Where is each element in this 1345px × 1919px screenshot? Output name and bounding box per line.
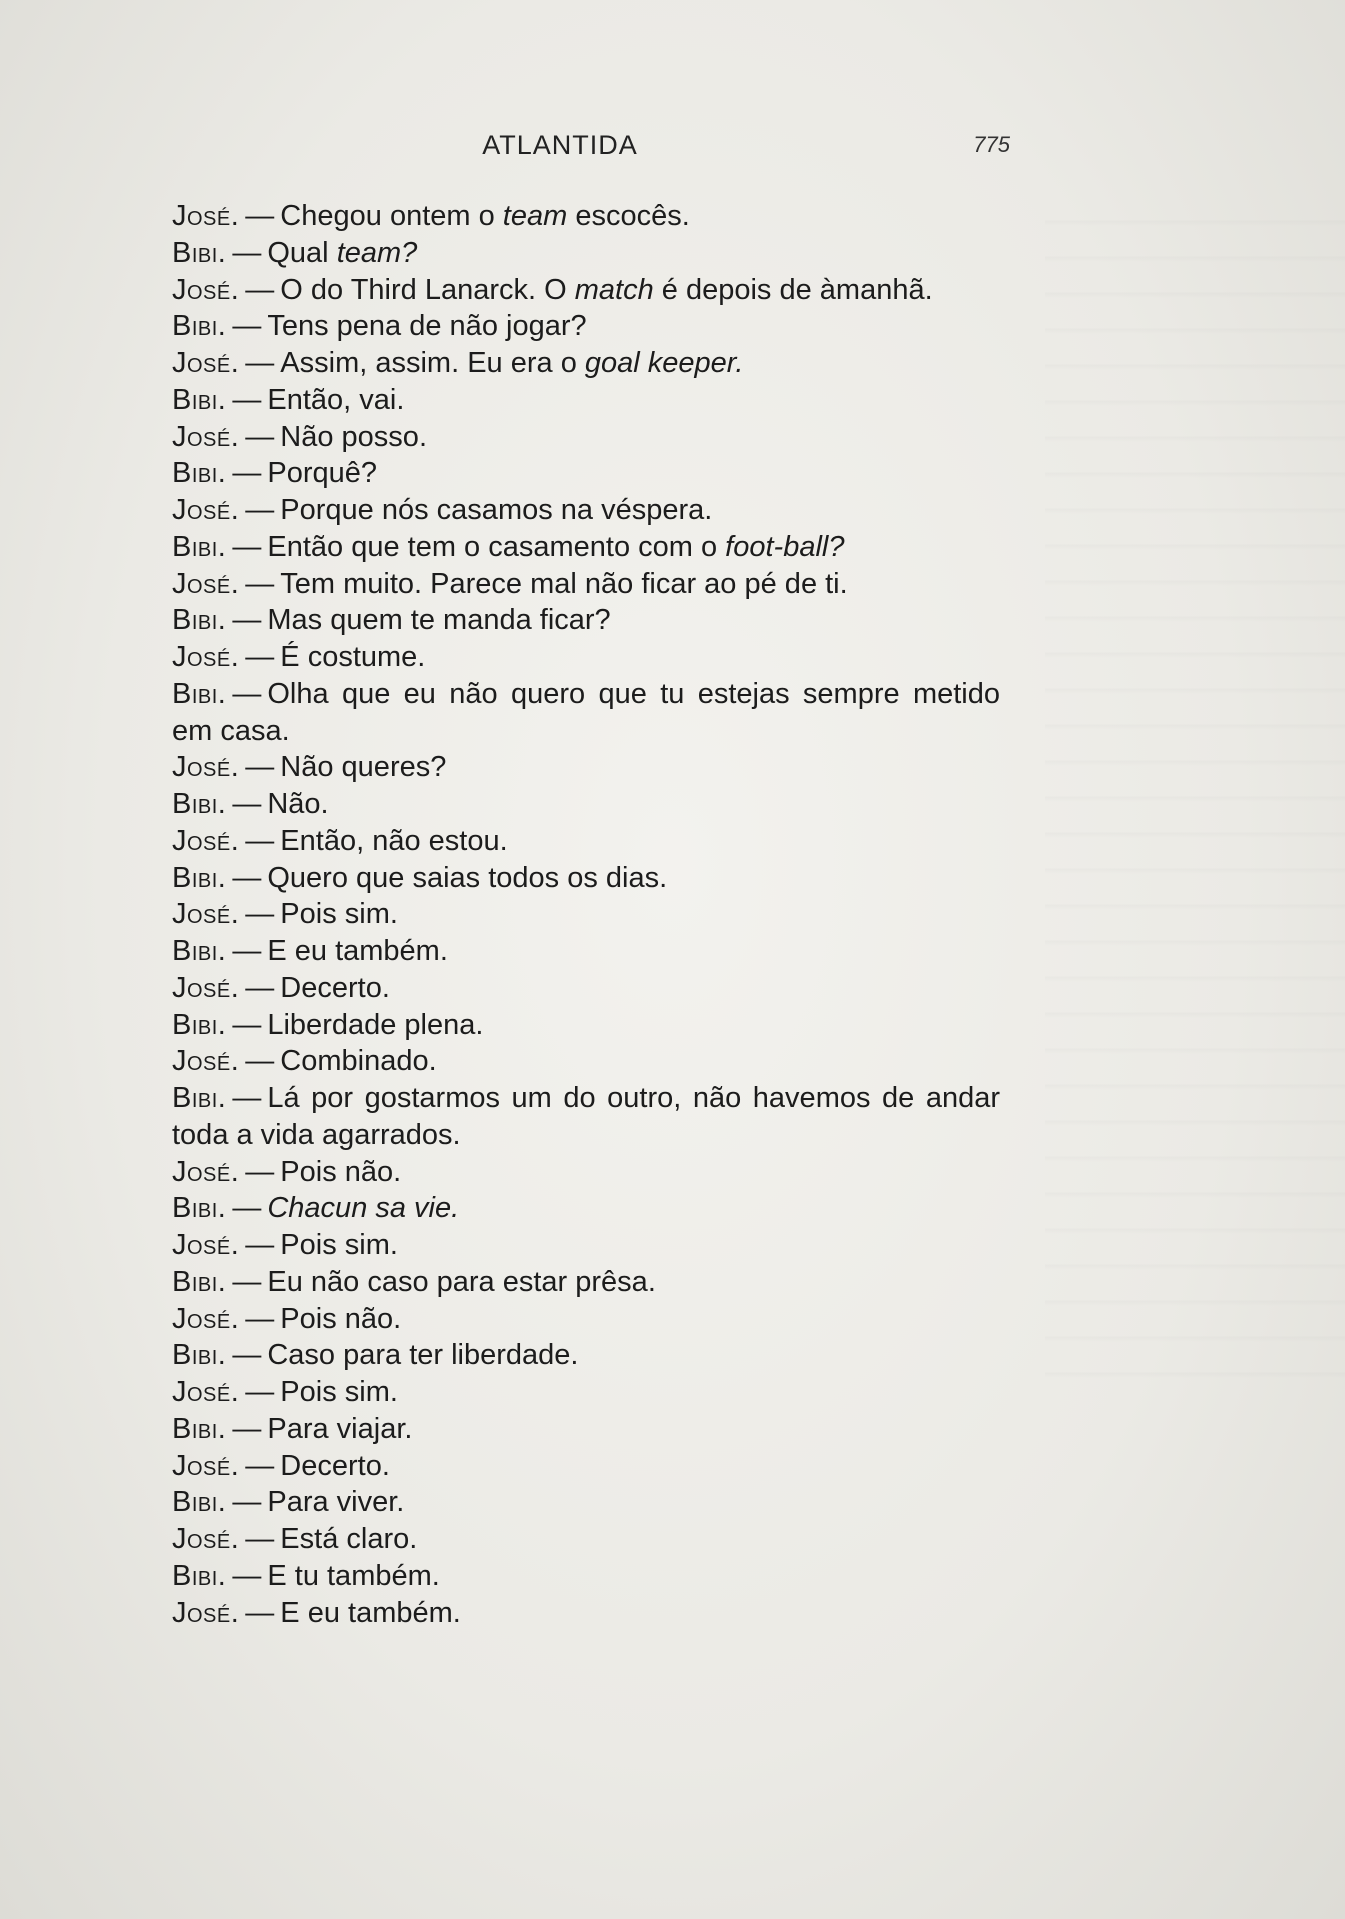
speech-text: Então, não estou. (280, 824, 508, 857)
dialogue-line (168, 786, 1000, 823)
speech-text: Decerto. (280, 971, 390, 1004)
italic-text: Chacun sa vie. (267, 1192, 460, 1225)
speaker-name: José. (172, 971, 240, 1004)
dialogue-line (168, 1411, 1000, 1448)
speaker-name: Bibi. (172, 1486, 227, 1519)
running-title: ATLANTIDA (482, 130, 638, 160)
dialogue-line (168, 345, 1000, 382)
dialogue-dash: — (232, 1265, 262, 1298)
speaker-name: José. (172, 1045, 240, 1078)
speech-text: Não. (267, 788, 329, 820)
speaker-name: José. (172, 751, 240, 784)
dialogue-line (168, 1190, 1000, 1227)
italic-text: match (574, 273, 654, 306)
speaker-name: José. (172, 1376, 240, 1408)
dialogue-dash: — (245, 200, 275, 232)
speaker-name: José. (172, 494, 240, 526)
speech-text: Mas quem te manda ficar? (267, 604, 611, 637)
dialogue-line (168, 455, 1000, 492)
dialogue-dash: — (232, 935, 262, 967)
speech-text: Chegou ontem o (280, 200, 503, 232)
dialogue-line (168, 235, 1000, 272)
italic-text: foot-ball? (725, 530, 845, 563)
dialogue-line (168, 860, 1000, 897)
speaker-name: Bibi. (172, 530, 227, 563)
dialogue-dash: — (232, 1486, 262, 1519)
speaker-name: José. (172, 1596, 240, 1629)
speaker-name: José. (172, 898, 240, 931)
dialogue-line (168, 1301, 1000, 1338)
dialogue-dash: — (232, 530, 262, 563)
dialogue-dash: — (232, 310, 262, 343)
speaker-name: Bibi. (172, 1008, 227, 1041)
speech-text: Qual (267, 236, 337, 269)
speaker-name: Bibi. (172, 1082, 227, 1114)
dialogue-dash: — (232, 383, 262, 416)
dialogue-line (168, 272, 1000, 309)
dialogue-dash: — (245, 1229, 275, 1261)
speaker-name: José. (172, 1155, 240, 1188)
dialogue-dash: — (232, 457, 262, 490)
speech-text: Lá por gostarmos um do outro, não havemos de andar toda a vida agarrados. (172, 1082, 1000, 1151)
dialogue-line (168, 1007, 1000, 1044)
italic-text: goal keeper. (584, 347, 744, 379)
speaker-name: Bibi. (172, 310, 227, 343)
speaker-name: Bibi. (172, 677, 227, 710)
italic-text: team? (336, 236, 418, 269)
speech-text: Olha que eu não quero que tu estejas sempre metido em casa. (172, 677, 1000, 747)
dialogue-line (168, 749, 1000, 786)
dialogue-line (168, 1337, 1000, 1374)
speaker-name: Bibi. (172, 236, 227, 269)
speaker-name: José. (172, 347, 240, 379)
speech-text: E eu também. (280, 1596, 461, 1629)
dialogue-line (168, 1558, 1000, 1595)
speaker-name: José. (172, 1302, 240, 1335)
dialogue-dash: — (232, 677, 262, 710)
dialogue-line (168, 419, 1000, 456)
speaker-name: Bibi. (172, 1339, 227, 1372)
italic-text: team (502, 200, 568, 232)
speech-text: Então, vai. (267, 383, 405, 416)
dialogue-line (168, 602, 1000, 639)
speech-text: Pois não. (280, 1155, 402, 1188)
dialogue-line (168, 1595, 1000, 1632)
dialogue-dash: — (245, 494, 275, 526)
dialogue-line (168, 1264, 1000, 1301)
speech-text: Tens pena de não jogar? (267, 310, 587, 343)
dialogue-dash: — (232, 861, 262, 894)
speaker-name: Bibi. (172, 457, 227, 490)
dialogue-dash: — (232, 1559, 262, 1592)
speech-text: E tu também. (267, 1559, 440, 1592)
speech-text: Não posso. (280, 420, 427, 453)
dialogue-dash: — (232, 236, 262, 269)
dialogue-dash: — (245, 1155, 275, 1188)
speaker-name: Bibi. (172, 935, 227, 967)
speaker-name: Bibi. (172, 604, 227, 637)
dialogue-dash: — (245, 824, 275, 857)
dialogue-dash: — (232, 788, 262, 820)
speech-text: Quero que saias todos os dias. (267, 861, 668, 894)
speaker-name: José. (172, 200, 240, 232)
dialogue-dash: — (232, 1082, 262, 1114)
page-number: 775 (973, 132, 1010, 157)
speech-text: Então que tem o casamento com o (267, 530, 726, 563)
dialogue-dash: — (245, 347, 275, 379)
speaker-name: Bibi. (172, 1559, 227, 1592)
dialogue-dash: — (245, 1449, 275, 1482)
speaker-name: Bibi. (172, 383, 227, 416)
dialogue-line (168, 1080, 1000, 1154)
dialogue-dash: — (245, 420, 275, 453)
speaker-name: Bibi. (172, 861, 227, 894)
speaker-name: José. (172, 420, 240, 453)
dialogue-line (168, 198, 1000, 235)
speaker-name: Bibi. (172, 788, 227, 820)
speech-text: Pois não. (280, 1302, 402, 1335)
speech-text: E eu também. (267, 935, 448, 967)
speech-text: Está claro. (280, 1523, 418, 1555)
dialogue-dash: — (245, 1045, 275, 1078)
dialogue-line (168, 970, 1000, 1007)
speech-text: O do Third Lanarck. O (280, 273, 575, 306)
dialogue-line (168, 1448, 1000, 1485)
speech-text: Pois sim. (280, 1229, 398, 1261)
speaker-name: José. (172, 567, 240, 600)
speech-text: Liberdade plena. (267, 1008, 484, 1041)
dialogue-line (168, 382, 1000, 419)
speech-text: é depois de àmanhã. (653, 273, 933, 306)
dialogue-line (168, 896, 1000, 933)
speech-text: Para viajar. (267, 1412, 413, 1445)
speaker-name: José. (172, 1449, 240, 1482)
dialogue-line (168, 1521, 1000, 1558)
dialogue-dash: — (245, 751, 275, 784)
speech-text: Pois sim. (280, 898, 398, 931)
dialogue-dash: — (245, 1523, 275, 1555)
running-head (0, 130, 1345, 166)
speech-text: Pois sim. (280, 1376, 398, 1408)
dialogue-dash: — (232, 1412, 262, 1445)
dialogue-dash: — (232, 604, 262, 637)
dialogue-line (168, 676, 1000, 750)
dialogue-line (168, 1374, 1000, 1411)
dialogue-line (168, 1484, 1000, 1521)
speech-text: Não queres? (280, 751, 447, 784)
show-through-texture (1045, 190, 1345, 1390)
speech-text: Porquê? (267, 457, 378, 490)
speech-text: Decerto. (280, 1449, 390, 1482)
speech-text: Caso para ter liberdade. (267, 1339, 579, 1372)
dialogue-line (168, 1154, 1000, 1191)
speech-text: Eu não caso para estar prêsa. (267, 1265, 656, 1298)
dialogue-dash: — (245, 971, 275, 1004)
dialogue-line (168, 1227, 1000, 1264)
dialogue-line (168, 308, 1000, 345)
speech-text: Tem muito. Parece mal não ficar ao pé de ti. (280, 567, 848, 600)
speech-text: Porque nós casamos na véspera. (280, 494, 713, 526)
dialogue-dash: — (245, 567, 275, 600)
speaker-name: Bibi. (172, 1192, 227, 1225)
speech-text: escocês. (567, 200, 690, 232)
speaker-name: Bibi. (172, 1265, 227, 1298)
dialogue-line (168, 566, 1000, 603)
dialogue-dash: — (232, 1008, 262, 1041)
dialogue-line (168, 1043, 1000, 1080)
speaker-name: José. (172, 641, 240, 673)
dialogue-dash: — (232, 1339, 262, 1372)
dialogue-dash: — (245, 1376, 275, 1408)
speaker-name: José. (172, 824, 240, 857)
speaker-name: José. (172, 1523, 240, 1555)
dialogue-dash: — (232, 1192, 262, 1225)
speech-text: É costume. (280, 641, 426, 673)
dialogue-body (168, 198, 1000, 1631)
dialogue-dash: — (245, 641, 275, 673)
dialogue-line (168, 639, 1000, 676)
speech-text: Combinado. (280, 1045, 437, 1078)
dialogue-line (168, 823, 1000, 860)
speaker-name: José. (172, 273, 240, 306)
dialogue-line (168, 933, 1000, 970)
dialogue-dash: — (245, 898, 275, 931)
speech-text: Para viver. (267, 1486, 405, 1519)
speaker-name: José. (172, 1229, 240, 1261)
dialogue-line (168, 492, 1000, 529)
dialogue-dash: — (245, 273, 275, 306)
speaker-name: Bibi. (172, 1412, 227, 1445)
dialogue-dash: — (245, 1596, 275, 1629)
dialogue-line (168, 529, 1000, 566)
speech-text: Assim, assim. Eu era o (280, 347, 585, 379)
dialogue-dash: — (245, 1302, 275, 1335)
